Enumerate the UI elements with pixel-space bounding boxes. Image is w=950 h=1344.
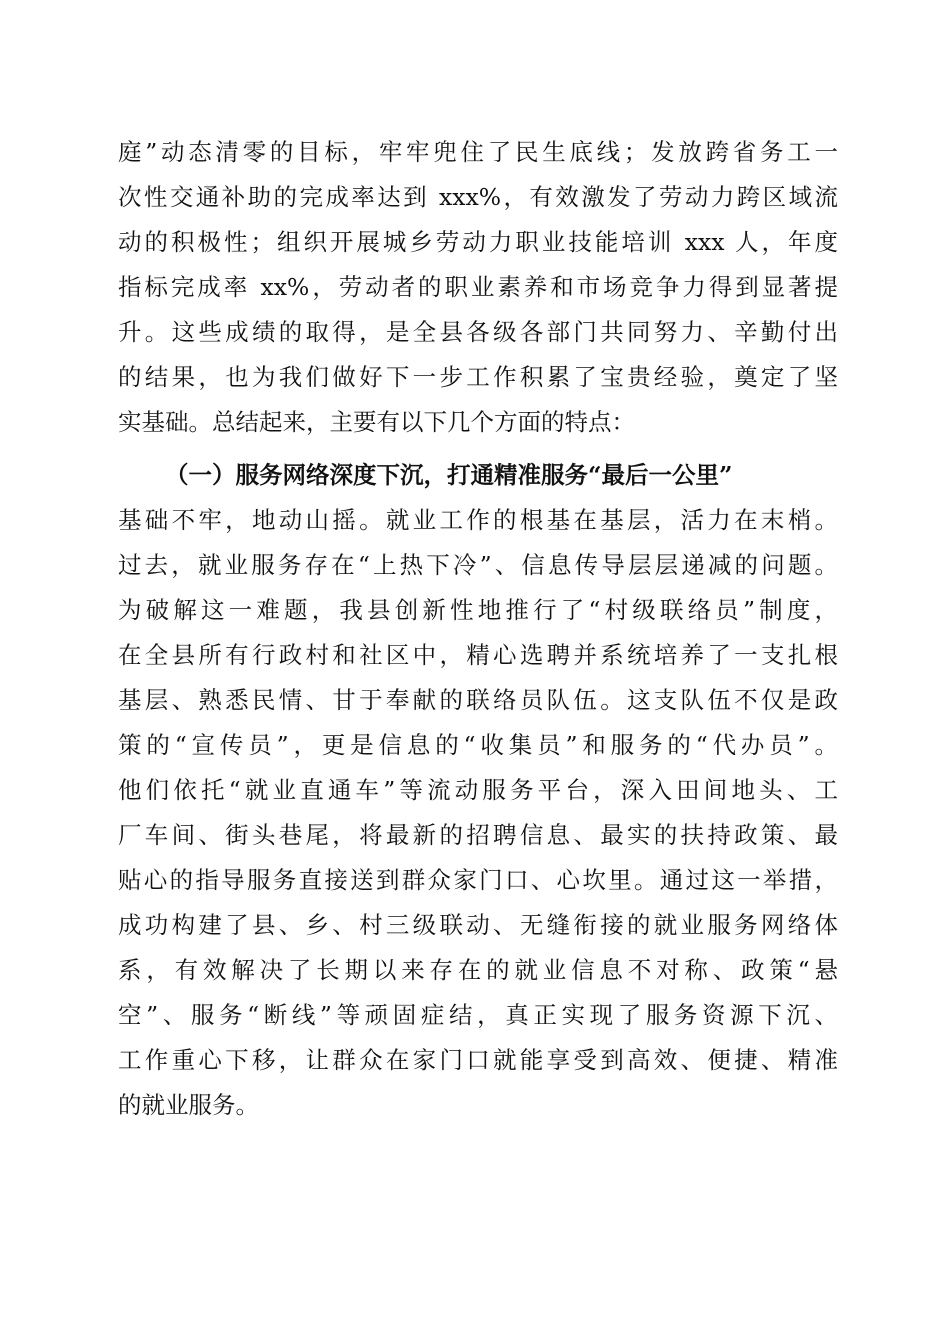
paragraph-2-line-4: 在全县所有行政村和社区中，精心选聘并系统培养了一支扎根: [118, 641, 838, 669]
section-heading: （一）服务网络深度下沉，打通精准服务“最后一公里”: [165, 461, 733, 489]
paragraph-2-line-6: 策的“宣传员”，更是信息的“收集员”和服务的“代办员”。: [118, 731, 838, 759]
paragraph-2-line-5: 基层、熟悉民情、甘于奉献的联络员队伍。这支队伍不仅是政: [118, 686, 838, 714]
paragraph-1-line-7: 实基础。总结起来，主要有以下几个方面的特点：: [118, 408, 635, 436]
paragraph-2-line-3: 为破解这一难题，我县创新性地推行了“村级联络员”制度，: [118, 596, 838, 624]
paragraph-2-line-1: 基础不牢，地动山摇。就业工作的根基在基层，活力在末梢。: [118, 506, 838, 534]
paragraph-2-line-10: 成功构建了县、乡、村三级联动、无缝衔接的就业服务网络体: [118, 911, 838, 939]
paragraph-1-line-4: 指标完成率 xx%，劳动者的职业素养和市场竞争力得到显著提: [118, 273, 838, 301]
paragraph-2-line-9: 贴心的指导服务直接送到群众家门口、心坎里。通过这一举措，: [118, 866, 838, 894]
paragraph-2-line-12: 空”、服务“断线”等顽固症结，真正实现了服务资源下沉、: [118, 1001, 838, 1029]
paragraph-2-line-14: 的就业服务。: [118, 1091, 259, 1119]
paragraph-2-line-7: 他们依托“就业直通车”等流动服务平台，深入田间地头、工: [118, 776, 838, 804]
paragraph-1-line-6: 的结果，也为我们做好下一步工作积累了宝贵经验，奠定了坚: [118, 363, 838, 391]
paragraph-2-line-8: 厂车间、街头巷尾，将最新的招聘信息、最实的扶持政策、最: [118, 821, 838, 849]
paragraph-1-line-5: 升。这些成绩的取得，是全县各级各部门共同努力、辛勤付出: [118, 318, 838, 346]
paragraph-2-line-13: 工作重心下移，让群众在家门口就能享受到高效、便捷、精准: [118, 1046, 838, 1074]
paragraph-1-line-2: 次性交通补助的完成率达到 xxx%，有效激发了劳动力跨区域流: [118, 183, 838, 211]
paragraph-2-line-2: 过去，就业服务存在“上热下冷”、信息传导层层递减的问题。: [118, 551, 838, 579]
paragraph-1-line-3: 动的积极性；组织开展城乡劳动力职业技能培训 xxx 人，年度: [118, 228, 838, 256]
paragraph-1-line-1: 庭”动态清零的目标，牢牢兜住了民生底线；发放跨省务工一: [118, 138, 838, 166]
paragraph-2-line-11: 系，有效解决了长期以来存在的就业信息不对称、政策“悬: [118, 956, 838, 984]
